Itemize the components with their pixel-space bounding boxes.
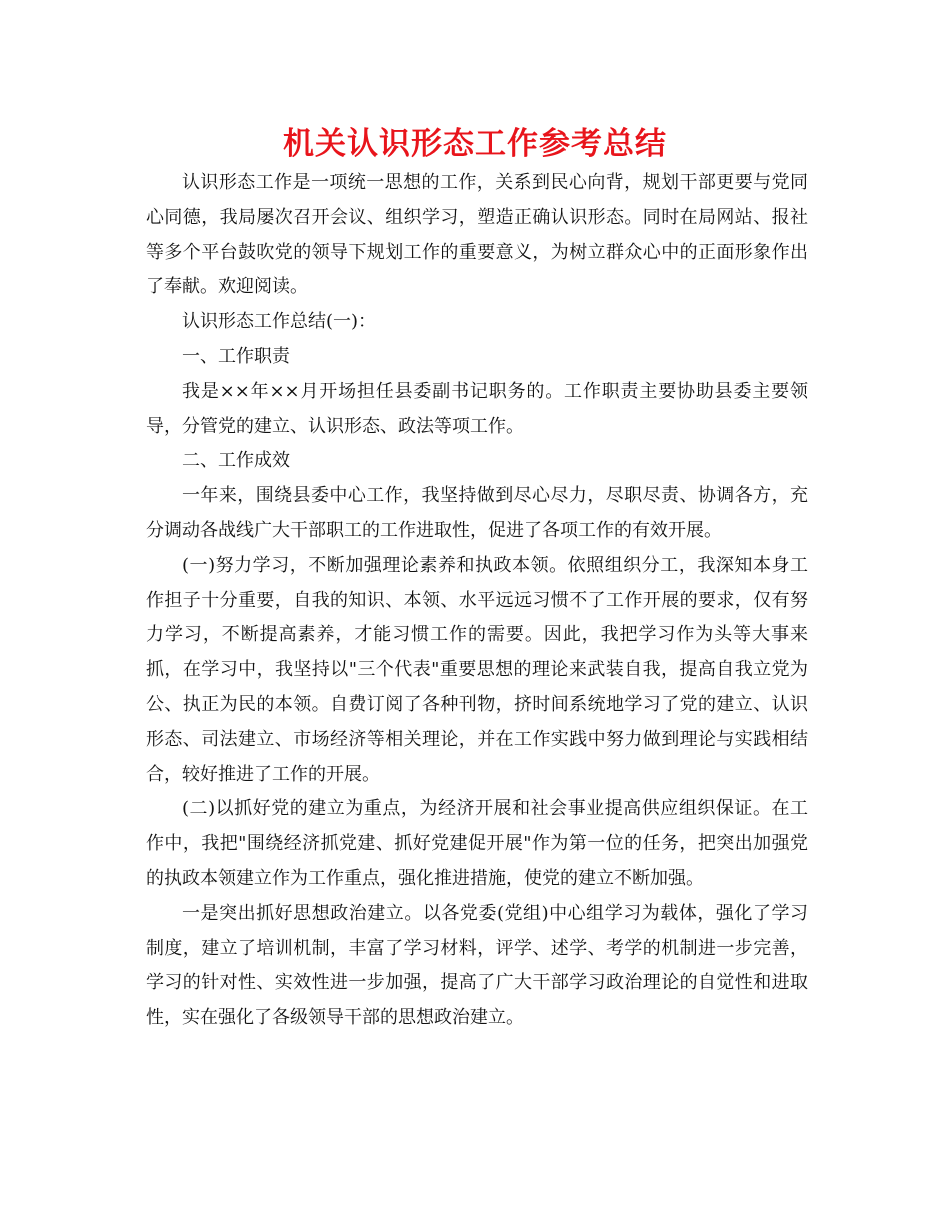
paragraph-party-building: (二)以抓好党的建立为重点，为经济开展和社会事业提高供应组织保证。在工作中，我把"围绕经济抓党建、抓好党建促开展"作为第一位的任务，把突出加强党的执政本领建立作为工作重点，强化推进措施，使党的建立不断加强。 <box>146 798 808 889</box>
paragraph-results: 一年来，围绕县委中心工作，我坚持做到尽心尽力，尽职尽责、协调各方，充分调动各战线广大干部职工的工作进取性，促进了各项工作的有效开展。 <box>146 485 808 541</box>
paragraph-intro: 认识形态工作是一项统一思想的工作，关系到民心向背，规划干部更要与党同心同德，我局屡次召开会议、组织学习，塑造正确认识形态。同时在局网站、报社等多个平台鼓吹党的领导下规划工作的重要意义，为树立群众心中的正面形象作出了奉献。欢迎阅读。 <box>146 172 808 298</box>
paragraph-political-construction: 一是突出抓好思想政治建立。以各党委(党组)中心组学习为载体，强化了学习制度，建立了培训机制，丰富了学习材料，评学、述学、考学的机制进一步完善，学习的针对性、实效性进一步加强，提高了广大干部学习政治理论的自觉性和进取性，实在强化了各级领导干部的思想政治建立。 <box>146 902 808 1029</box>
paragraph-summary-heading: 认识形态工作总结(一)： <box>182 311 377 333</box>
paragraph-study: (一)努力学习，不断加强理论素养和执政本领。依照组织分工，我深知本身工作担子十分重要，自我的知识、本领、水平远远习惯不了工作开展的要求，仅有努力学习，不断提高素养，才能习惯工作的需要。因此，我把学习作为头等大事来抓，在学习中，我坚持以"三个代表"重要思想的理论来武装自我，提高自我立党为公、执正为民的本领。自费订阅了各种刊物，挤时间系统地学习了党的建立、认识形态、司法建立、市场经济等相关理论，并在工作实践中努力做到理论与实践相结合，较好推进了工作的开展。 <box>146 554 808 785</box>
document-title: 机关认识形态工作参考总结 <box>283 126 667 162</box>
section-heading-duties: 一、工作职责 <box>182 345 290 367</box>
section-heading-results: 二、工作成效 <box>182 450 290 472</box>
document-body <box>146 166 808 1036</box>
paragraph-duties: 我是××年××月开场担任县委副书记职务的。工作职责主要协助县委主要领导，分管党的建立、认识形态、政法等项工作。 <box>146 380 808 437</box>
